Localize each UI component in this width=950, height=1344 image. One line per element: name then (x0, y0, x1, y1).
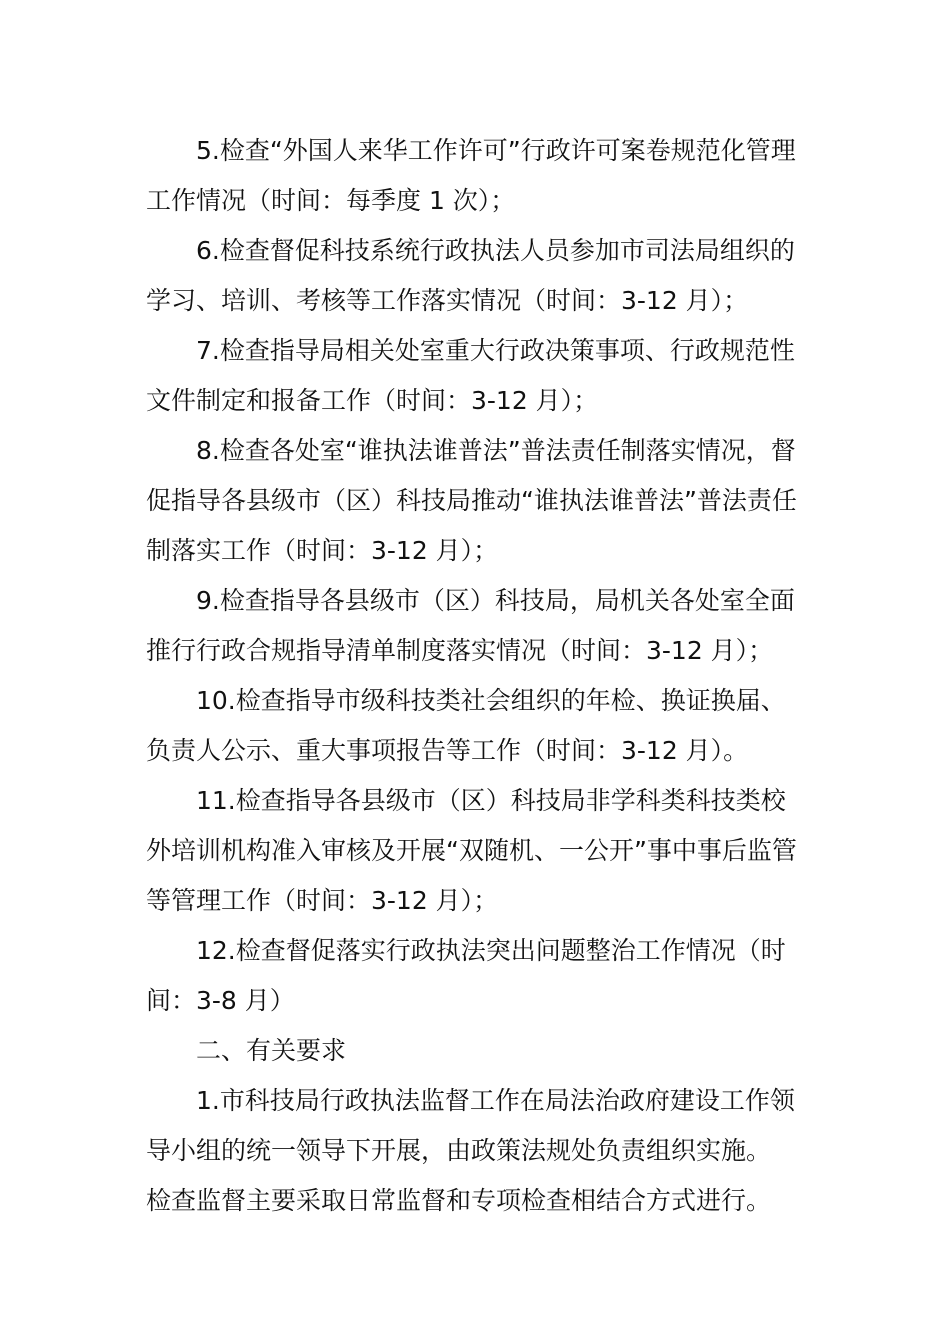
paragraph-item-6 (146, 226, 808, 326)
paragraph-line: 8.检查各处室“谁执法谁普法”普法责任制落实情况，督 (196, 436, 796, 465)
paragraph-line: 文件制定和报备工作（时间：3-12 月）； (146, 386, 599, 415)
paragraph-line: 工作情况（时间：每季度 1 次）； (146, 186, 516, 215)
section-heading (146, 1026, 808, 1076)
paragraph-item-12 (146, 926, 808, 1026)
section-heading-text: 二、有关要求 (196, 1036, 347, 1065)
paragraph-line: 6.检查督促科技系统行政执法人员参加市司法局组织的 (196, 236, 795, 265)
paragraph-line: 促指导各县级市（区）科技局推动“谁执法谁普法”普法责任 (146, 486, 797, 515)
paragraph-line: 制落实工作（时间：3-12 月）； (146, 536, 499, 565)
paragraph-line: 间：3-8 月） (146, 986, 295, 1015)
paragraph-item-7 (146, 326, 808, 426)
paragraph-line: 7.检查指导局相关处室重大行政决策事项、行政规范性 (196, 336, 795, 365)
paragraph-line: 1.市科技局行政执法监督工作在局法治政府建设工作领 (196, 1086, 795, 1115)
paragraph-line: 负责人公示、重大事项报告等工作（时间：3-12 月）。 (146, 736, 749, 765)
paragraph-item-10 (146, 676, 808, 776)
paragraph-item-5 (146, 126, 808, 226)
paragraph-line: 12.检查督促落实行政执法突出问题整治工作情况（时 (196, 936, 786, 965)
paragraph-line: 外培训机构准入审核及开展“双随机、一公开”事中事后监管 (146, 836, 797, 865)
paragraph-requirement-1 (146, 1076, 808, 1226)
paragraph-line: 9.检查指导各县级市（区）科技局，局机关各处室全面 (196, 586, 795, 615)
paragraph-item-11 (146, 776, 808, 926)
paragraph-line: 11.检查指导各县级市（区）科技局非学科类科技类校 (196, 786, 786, 815)
paragraph-line: 5.检查“外国人来华工作许可”行政许可案卷规范化管理 (196, 136, 796, 165)
paragraph-line: 10.检查指导市级科技类社会组织的年检、换证换届、 (196, 686, 786, 715)
paragraph-line: 导小组的统一领导下开展，由政策法规处负责组织实施。 (146, 1136, 772, 1165)
paragraph-item-8 (146, 426, 808, 576)
paragraph-line: 检查监督主要采取日常监督和专项检查相结合方式进行。 (146, 1186, 772, 1215)
paragraph-line: 等管理工作（时间：3-12 月）； (146, 886, 499, 915)
paragraph-item-9 (146, 576, 808, 676)
paragraph-line: 学习、培训、考核等工作落实情况（时间：3-12 月）； (146, 286, 749, 315)
paragraph-line: 推行行政合规指导清单制度落实情况（时间：3-12 月）； (146, 636, 774, 665)
document-body (146, 126, 808, 1226)
